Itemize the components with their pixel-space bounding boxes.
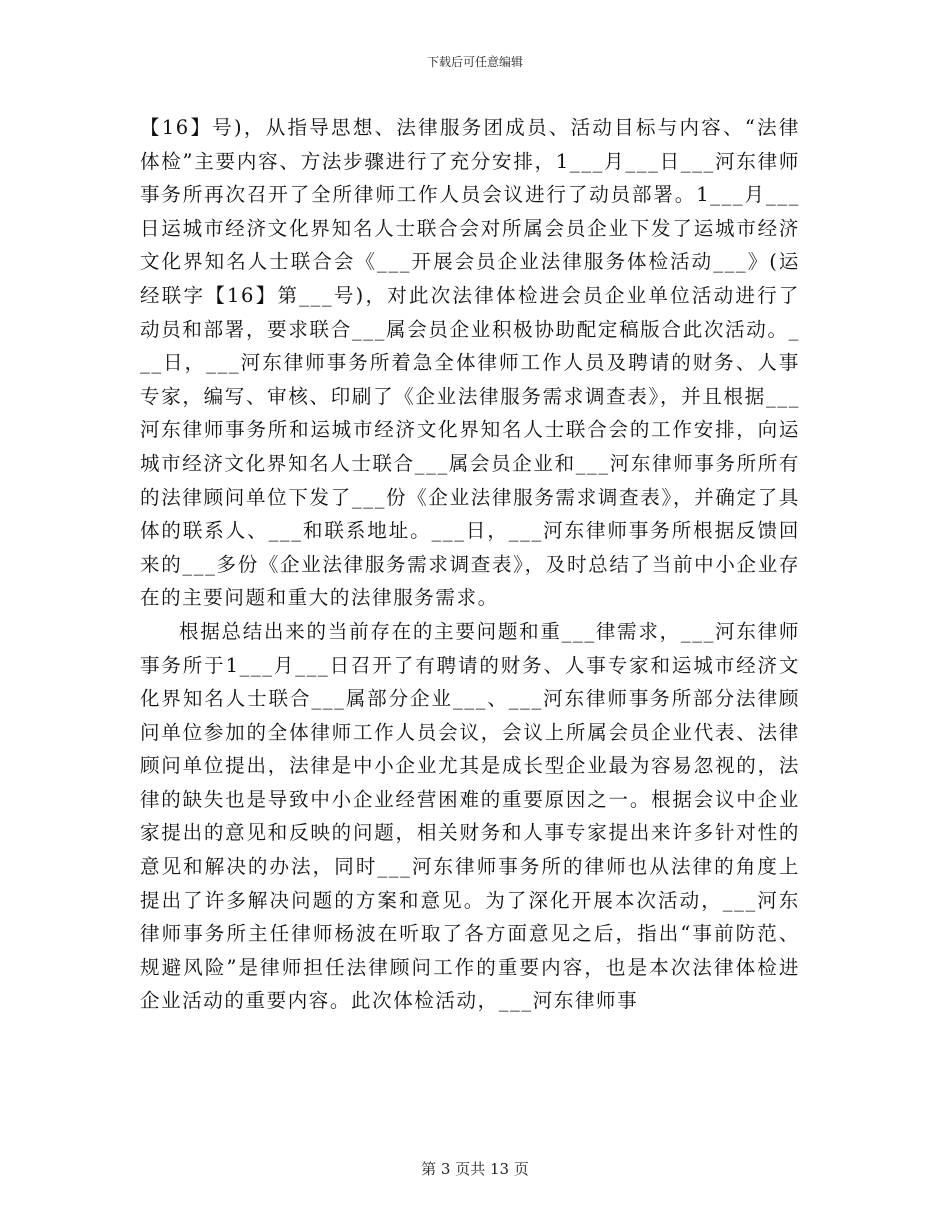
- paragraph-2: 根据总结出来的当前存在的主要问题和重___律需求，___河东律师事务所于1___月___日召开了有聘请的财务、人事专家和运城市经济文化界知名人士联合___属部分企业___、___河东律师事务所部分法律顾问单位参加的全体律师工作人员会议，会议上所属会员企业代表、法律顾问单位提出，法律是中小企业尤其是成长型企业最为容易忽视的，法律的缺失也是导致中小企业经营困难的重要原因之一。根据会议中企业家提出的意见和反映的问题，相关财务和人事专家提出来许多针对性的意见和解决的办法，同时___河东律师事务所的律师也从法律的角度上提出了许多解决问题的方案和意见。为了深化开展本次活动，___河东律师事务所主任律师杨波在听取了各方面意见之后，指出“事前防范、规避风险”是律师担任法律顾问工作的重要内容，也是本次法律体检进企业活动的重要内容。此次体检活动，___河东律师事: [140, 619, 800, 1013]
- paragraph-1: 【16】号)，从指导思想、法律服务团成员、活动目标与内容、“法律体检”主要内容、方法步骤进行了充分安排，1___月___日___河东律师事务所再次召开了全所律师工作人员会议进行了动员部署。1___月___日运城市经济文化界知名人士联合会对所属会员企业下发了运城市经济文化界知名人士联合会《___开展会员企业法律服务体检活动___》(运经联字【16】第___号)，对此次法律体检进会员企业单位活动进行了动员和部署，要求联合___属会员企业积极协助配定稿版合此次活动。___日，___河东律师事务所着急全体律师工作人员及聘请的财务、人事专家，编写、审核、印刷了《企业法律服务需求调查表》，并且根据___河东律师事务所和运城市经济文化界知名人士联合会的工作安排，向运城市经济文化界知名人士联合___属会员企业和___河东律师事务所所有的法律顾问单位下发了___份《企业法律服务需求调查表》，并确定了具体的联系人、___和联系地址。___日，___河东律师事务所根据反馈回来的___多份《企业法律服务需求调查表》，及时总结了当前中小企业存在的主要问题和重大的法律服务需求。: [140, 116, 800, 610]
- page-header: 下载后可任意编辑: [426, 55, 523, 69]
- page-footer: 第 3 页共 13 页: [421, 1160, 529, 1178]
- document-body: [140, 111, 800, 1018]
